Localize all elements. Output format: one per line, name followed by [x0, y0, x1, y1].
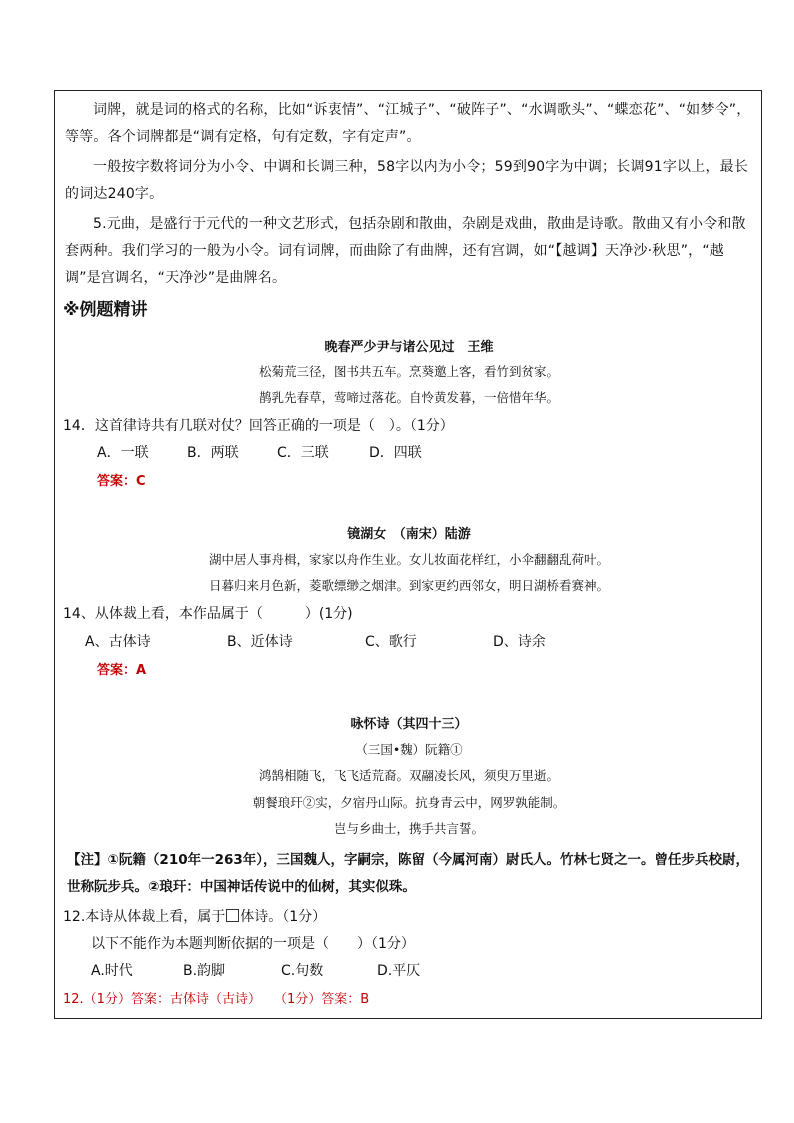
poem3-title: 咏怀诗（其四十三） [350, 717, 468, 732]
q3-answer: 12.（1分）答案：古体诗（古诗） （1分）答案：B [63, 992, 370, 1007]
q1-answer: 答案：C [97, 474, 146, 489]
poem2-title: 镜湖女 （南宋）陆游 [347, 527, 471, 542]
q3-option-c: C.句数 [281, 963, 324, 979]
content-frame [54, 90, 762, 1019]
q1-option-b: B．两联 [187, 445, 239, 461]
q2-option-d: D、诗余 [493, 634, 546, 650]
q3-stem-before: 12.本诗从体裁上看，属于 [63, 909, 226, 925]
poem1-line-2: 鹊乳先春草，莺啼过落花。自怜黄发暮，一倍惜年华。 [258, 390, 559, 405]
poem3-line-1: 鸿鹄相随飞，飞飞适荒裔。双翮凌长风，须臾万里逝。 [258, 768, 559, 783]
q2-stem: 14、从体裁上看，本作品属于（ ）(1分) [63, 606, 353, 622]
q3-stem-2: 以下不能作为本题判断依据的一项是（ ）（1分） [91, 936, 415, 952]
intro-paragraph-3: 5.元曲，是盛行于元代的一种文艺形式，包括杂剧和散曲，杂剧是戏曲，散曲是诗歌。散曲又有小令和散套两种。我们学习的一般为小令。词有词牌，而曲除了有曲牌，还有宫调，如“【越调】天净沙·秋思”，“越调”是宫调名，“天净沙”是曲牌名。 [65, 216, 746, 286]
q2-option-b: B、近体诗 [227, 634, 293, 650]
q2-option-c: C、歌行 [365, 634, 417, 650]
q1-stem: 14．这首律诗共有几联对仗？回答正确的一项是（ ）。（1分） [63, 418, 454, 434]
poem2-line-1: 湖中居人事舟楫，家家以舟作生业。女儿妆面花样红，小伞翻翻乱荷叶。 [208, 552, 609, 567]
poem1-title: 晚春严少尹与诸公见过 王维 [324, 340, 494, 355]
q1-option-a: A．一联 [97, 445, 149, 461]
intro-paragraph-1: 词牌，就是词的格式的名称，比如“诉衷情”、“江城子”、“破阵子”、“水调歌头”、“蝶恋花”、“如梦令”，等等。各个词牌都是“调有定格，句有定数，字有定声”。 [65, 102, 751, 145]
answer-blank-box [226, 909, 239, 922]
q3-option-b: B.韵脚 [183, 963, 226, 979]
q1-option-d: D．四联 [369, 445, 422, 461]
poem2-line-2: 日暮归来月色新，菱歌缥缈之烟津。到家更约西邻女，明日湖桥看赛神。 [208, 578, 609, 593]
poem3-line-3: 岂与乡曲士，携手共言誓。 [333, 821, 484, 836]
intro-paragraph-2: 一般按字数将词分为小令、中调和长调三种，58字以内为小令；59到90字为中调；长调91字以上，最长的词达240字。 [65, 159, 749, 202]
poem3-author: （三国•魏）阮籍① [355, 742, 463, 757]
poem3-note: 【注】①阮籍（210年一263年），三国魏人，字嗣宗，陈留（今属河南）尉氏人。竹林七贤之一。曾任步兵校尉，世称阮步兵。②琅玕：中国神话传说中的仙树，其实似珠。 [67, 852, 750, 895]
section-title: ※例题精讲 [63, 300, 148, 320]
poem3-line-2: 朝餐琅玕②实，夕宿丹山际。抗身青云中，网罗孰能制。 [252, 795, 566, 810]
q3-stem [63, 906, 326, 926]
q1-option-c: C．三联 [277, 445, 329, 461]
q3-stem-after: 体诗。（1分） [240, 909, 327, 925]
q2-answer: 答案：A [97, 663, 147, 678]
q3-option-d: D.平仄 [377, 963, 421, 979]
q3-option-a: A.时代 [91, 963, 133, 979]
q2-option-a: A、古体诗 [85, 634, 151, 650]
poem1-line-1: 松菊荒三径，图书共五车。烹葵邀上客，看竹到贫家。 [258, 364, 559, 379]
